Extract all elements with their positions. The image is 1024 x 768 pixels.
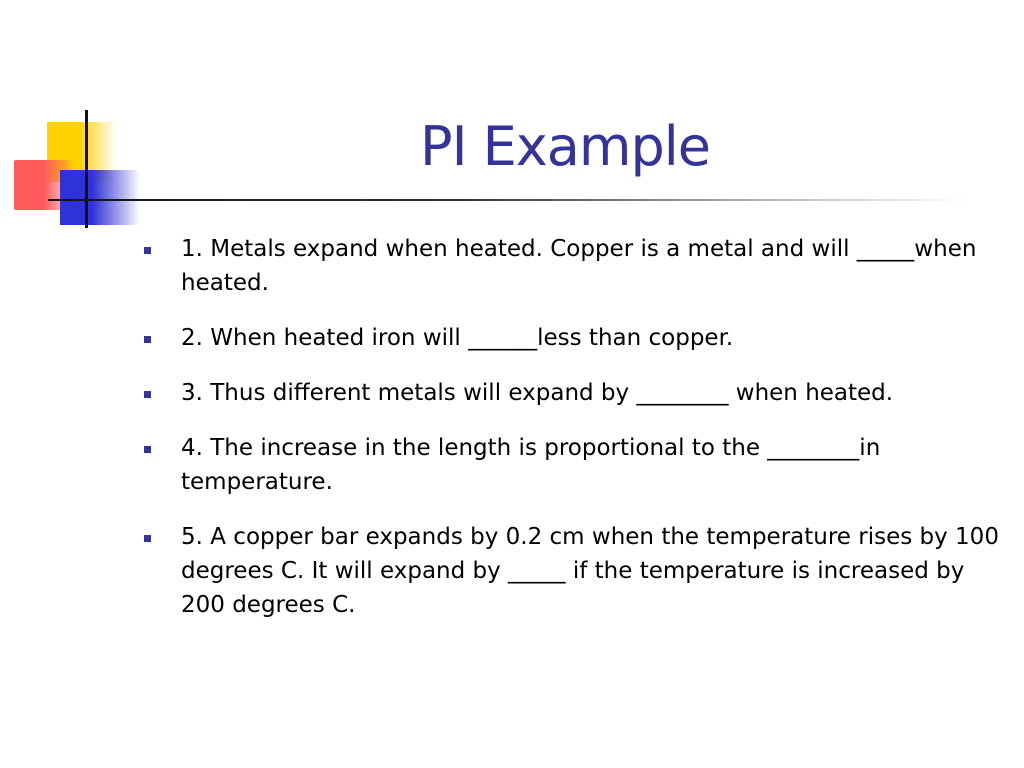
bullet-item: [140, 376, 1000, 410]
bullet-list: [140, 232, 1000, 643]
bullet-text: 4. The increase in the length is proportional to the ________in temperature.: [181, 435, 881, 495]
bullet-item: [140, 520, 1000, 622]
square-bullet-icon: [144, 391, 151, 398]
bullet-item: [140, 431, 1000, 499]
bullet-text: 2. When heated iron will ______less than copper.: [181, 325, 734, 351]
title-underline-rule: [48, 199, 968, 201]
slide-title: PI Example: [420, 115, 710, 178]
bullet-item: [140, 321, 1000, 355]
square-bullet-icon: [144, 336, 151, 343]
square-bullet-icon: [144, 535, 151, 542]
bullet-text: 3. Thus different metals will expand by ________ when heated.: [181, 380, 894, 406]
decorative-logo: [0, 0, 160, 240]
bullet-item: [140, 232, 1000, 300]
bullet-text: 5. A copper bar expands by 0.2 cm when the temperature rises by 100 degrees C. It will expand by _____ if the temperature is increased by 200 degrees C.: [181, 524, 999, 618]
bullet-text: 1. Metals expand when heated. Copper is a metal and will _____when heated.: [181, 236, 977, 296]
square-bullet-icon: [144, 446, 151, 453]
blue-square-decoration: [60, 170, 140, 225]
square-bullet-icon: [144, 247, 151, 254]
vertical-rule: [85, 110, 88, 228]
